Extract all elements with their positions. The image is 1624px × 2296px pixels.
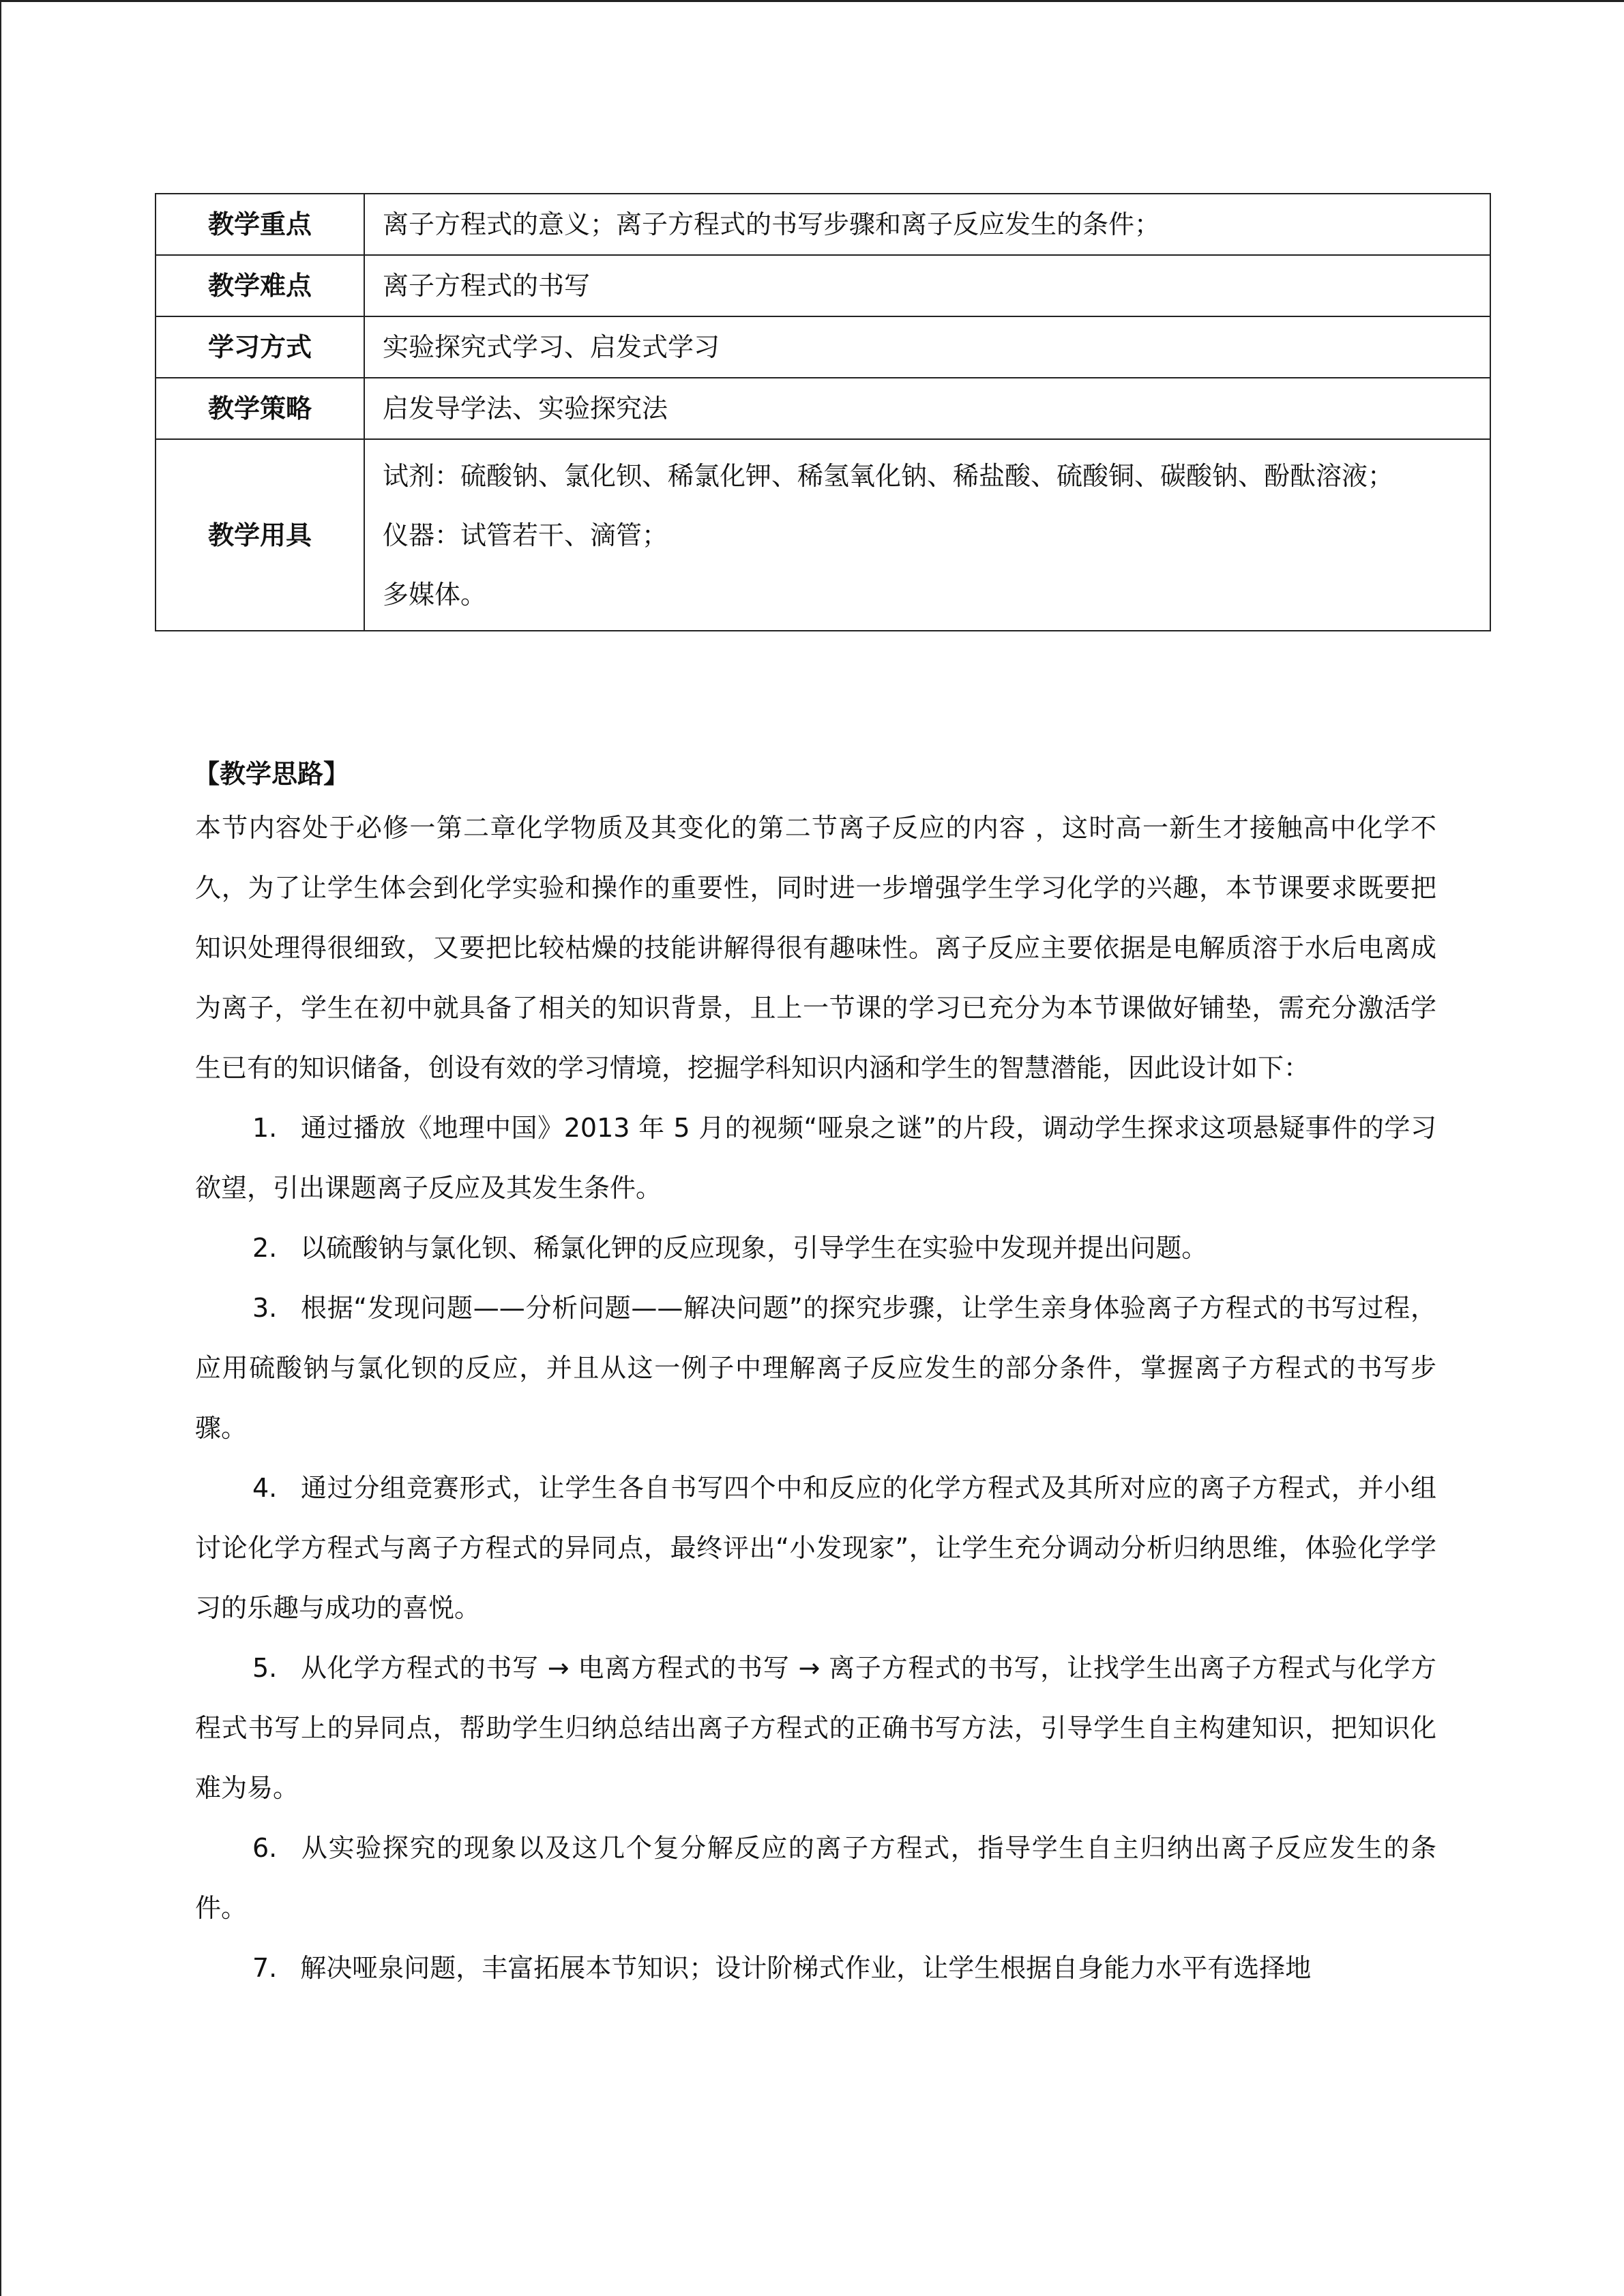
page-top-border	[0, 0, 1624, 2]
item-number: 5.	[252, 1653, 278, 1683]
item-number: 1.	[252, 1113, 278, 1143]
tools-reagents: 试剂：硫酸钠、氯化钡、稀氯化钾、稀氢氧化钠、稀盐酸、硫酸铜、碳酸钠、酚酞溶液；	[383, 461, 1394, 491]
page-left-border	[0, 0, 1, 2296]
list-item	[195, 1638, 1436, 1818]
table-row	[156, 378, 1490, 439]
table-row	[156, 194, 1490, 255]
item-text: 通过播放《地理中国》2013 年 5 月的视频“哑泉之谜”的片段，调动学生探求这项悬疑事件的学习欲望，引出课题离子反应及其发生条件。	[195, 1113, 1436, 1203]
item-number: 2.	[252, 1233, 278, 1263]
intro-paragraph: 本节内容处于必修一第二章化学物质及其变化的第二节离子反应的内容 ，这时高一新生才接触高中化学不久，为了让学生体会到化学实验和操作的重要性，同时进一步增强学生学习化学的兴趣，本节课要求既要把知识处理得很细致，又要把比较枯燥的技能讲解得很有趣味性。离子反应主要依据是电解质溶于水后电离成为离子，学生在初中就具备了相关的知识背景，且上一节课的学习已充分为本节课做好铺垫，需充分激活学生已有的知识储备，创设有效的学习情境，挖掘学科知识内涵和学生的智慧潜能，因此设计如下：	[195, 813, 1436, 1083]
table-row	[156, 255, 1490, 316]
item-text: 根据“发现问题——分析问题——解决问题”的探究步骤，让学生亲身体验离子方程式的书写过程，应用硫酸钠与氯化钡的反应，并且从这一例子中理解离子反应发生的部分条件，掌握离子方程式的书写步骤。	[195, 1293, 1436, 1443]
item-text: 从化学方程式的书写 → 电离方程式的书写 → 离子方程式的书写，让找学生出离子方程式与化学方程式书写上的异同点，帮助学生归纳总结出离子方程式的正确书写方法，引导学生自主构建知识，把知识化难为易。	[195, 1653, 1436, 1803]
list-item	[195, 1818, 1436, 1938]
tools-media: 多媒体。	[383, 580, 487, 610]
teaching-info-table	[155, 193, 1491, 631]
list-item	[195, 1098, 1436, 1218]
list-item	[195, 1278, 1436, 1458]
row-label: 教学用具	[156, 439, 364, 631]
item-number: 6.	[252, 1833, 278, 1863]
row-value: 启发导学法、实验探究法	[364, 378, 1490, 439]
section-title: 【教学思路】	[194, 759, 350, 789]
row-label: 教学策略	[156, 378, 364, 439]
list-item	[195, 1218, 1436, 1278]
approach-list	[195, 1098, 1436, 1998]
row-label: 教学重点	[156, 194, 364, 255]
table-row	[156, 316, 1490, 378]
row-value: 离子方程式的书写	[364, 255, 1490, 316]
teaching-approach-section	[195, 750, 1436, 1998]
row-value: 实验探究式学习、启发式学习	[364, 316, 1490, 378]
item-text: 从实验探究的现象以及这几个复分解反应的离子方程式，指导学生自主归纳出离子反应发生的条件。	[195, 1833, 1436, 1923]
tools-instruments: 仪器：试管若干、滴管；	[383, 520, 668, 550]
row-value: 离子方程式的意义；离子方程式的书写步骤和离子反应发生的条件；	[364, 194, 1490, 255]
item-number: 4.	[252, 1473, 278, 1503]
item-text: 通过分组竞赛形式，让学生各自书写四个中和反应的化学方程式及其所对应的离子方程式，并小组讨论化学方程式与离子方程式的异同点，最终评出“小发现家”，让学生充分调动分析归纳思维，体验化学学习的乐趣与成功的喜悦。	[195, 1473, 1436, 1623]
tools-value	[364, 439, 1490, 631]
item-number: 3.	[252, 1293, 278, 1323]
row-label: 教学难点	[156, 255, 364, 316]
list-item	[195, 1458, 1436, 1638]
item-text: 以硫酸钠与氯化钡、稀氯化钾的反应现象，引导学生在实验中发现并提出问题。	[300, 1233, 1208, 1263]
item-number: 7.	[252, 1953, 278, 1983]
item-text: 解决哑泉问题，丰富拓展本节知识；设计阶梯式作业，让学生根据自身能力水平有选择地	[300, 1953, 1312, 1983]
row-label: 学习方式	[156, 316, 364, 378]
table-row-tools	[156, 439, 1490, 631]
list-item	[195, 1938, 1436, 1998]
